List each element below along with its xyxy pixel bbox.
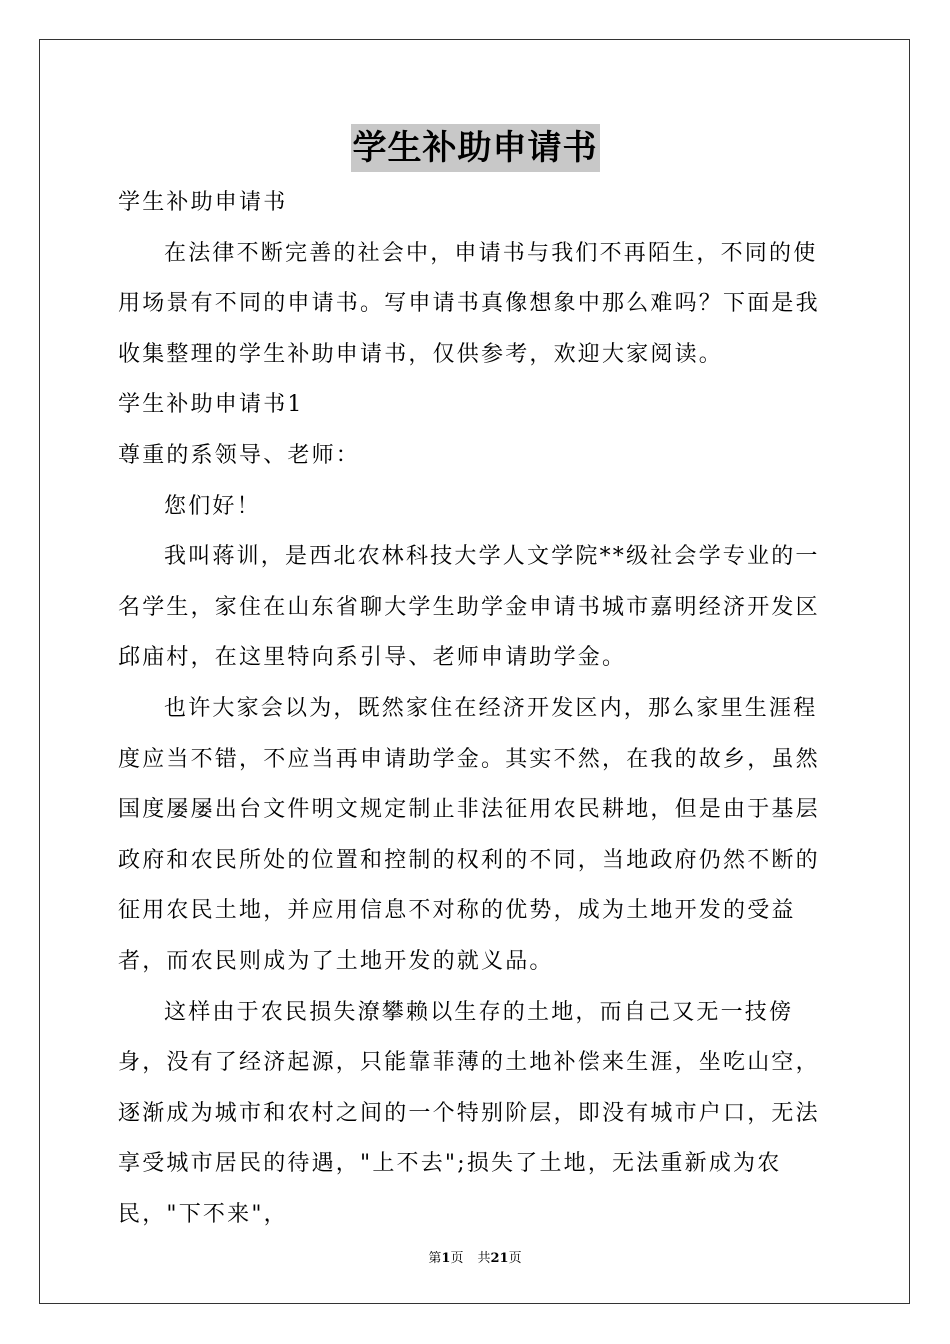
- subtitle: 学生补助申请书: [118, 190, 288, 215]
- body-paragraph: 也许大家会以为，既然家住在经济开发区内，那么家里生涯程度应当不错，不应当再申请助学金。其实不然，在我的故乡，虽然国度屡屡出台文件明文规定制止非法征用农民耕地，但是由于基层政府和农民所处的位置和控制的权利的不同，当地政府仍然不断的征用农民土地，并应用信息不对称的优势，成为土地开发的受益者，而农民则成为了土地开发的就义品。: [118, 695, 820, 974]
- intro-paragraph: 在法律不断完善的社会中，申请书与我们不再陌生，不同的使用场景有不同的申请书。写申请书真像想象中那么难吗？下面是我收集整理的学生补助申请书，仅供参考，欢迎大家阅读。: [118, 240, 820, 367]
- title-container: [0, 124, 950, 172]
- section-heading: 学生补助申请书1: [118, 392, 304, 418]
- greeting: 您们好！: [164, 493, 261, 519]
- total-label-prefix: 共: [477, 1251, 491, 1266]
- page-current-number: 1: [441, 1251, 451, 1266]
- document-title: 学生补助申请书: [351, 124, 600, 172]
- body-paragraph: 这样由于农民损失潦攀赖以生存的土地，而自己又无一技傍身，没有了经济起源，只能靠菲薄的土地补偿来生涯，坐吃山空，逐渐成为城市和农村之间的一个特别阶层，即没有城市户口，无法享受城市居民的待遇，"上不去";损失了土地，无法重新成为农民，"下不来"，: [118, 999, 820, 1227]
- page-total-number: 21: [490, 1251, 509, 1266]
- page-label-suffix: 页: [450, 1251, 464, 1266]
- salutation: 尊重的系领导、老师：: [118, 442, 361, 468]
- page-footer: [0, 1247, 950, 1266]
- total-label-suffix: 页: [508, 1251, 522, 1266]
- document-body: [118, 178, 838, 1240]
- body-paragraph: 我叫蒋训，是西北农林科技大学人文学院**级社会学专业的一名学生，家住在山东省聊大学生助学金申请书城市嘉明经济开发区邱庙村，在这里特向系引导、老师申请助学金。: [118, 544, 820, 671]
- page-label-prefix: 第: [428, 1251, 442, 1266]
